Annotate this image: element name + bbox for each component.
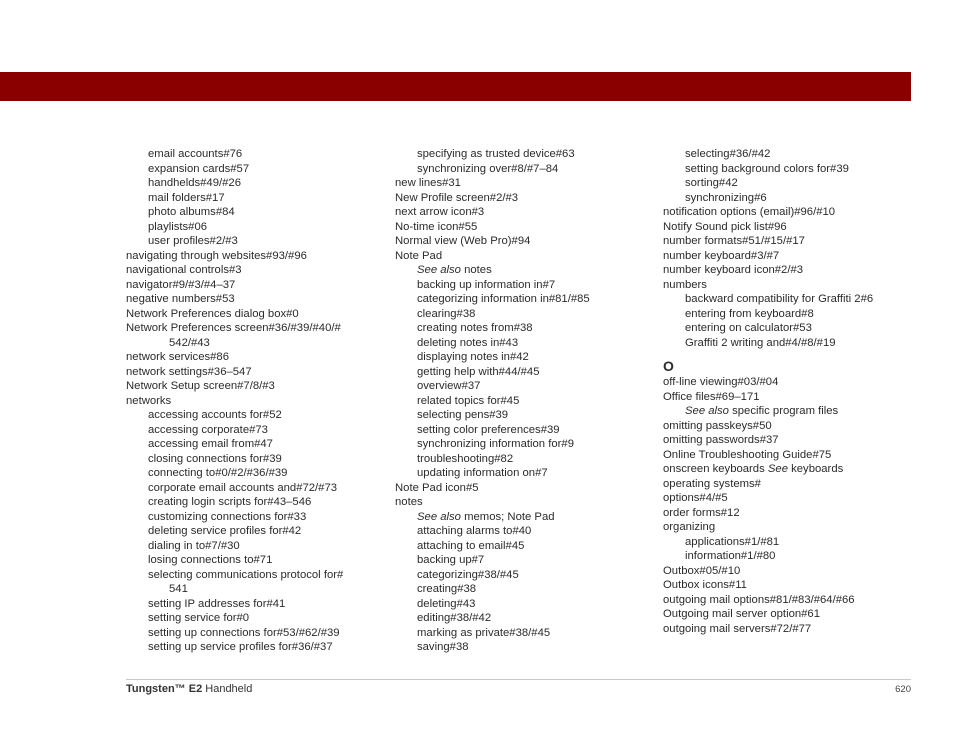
entry-text: setting IP addresses for#41 [148,597,286,610]
index-entry [663,462,923,477]
index-subentry [126,220,384,235]
index-subentry [126,162,384,177]
entry-text: selecting pens#39 [417,409,509,421]
entry-text: onscreen keyboards [663,463,768,475]
entry-text: off-line viewing#03/#04 [663,376,779,388]
entry-text: omitting passwords#37 [663,434,779,446]
see-label: See [767,463,788,475]
index-subentry [126,597,384,612]
index-entry [663,205,923,220]
entry-text: expansion cards#57 [148,162,250,175]
entry-text: organizing [663,521,716,533]
entry-text: New Profile screen#2/#3 [395,191,519,204]
entry-text: notification options (email)#96/#10 [663,206,836,218]
index-entry [663,491,923,506]
entry-text: selecting communications protocol for# [148,568,344,581]
entry-text: Network Setup screen#7/8/#3 [126,380,275,392]
entry-text: troubleshooting#82 [417,452,514,465]
index-subentry [395,582,653,597]
index-subentry [126,582,384,597]
index-entry [663,622,923,637]
index-subentry [126,626,384,641]
index-subentry [663,336,923,351]
index-subentry [663,191,923,206]
index-subentry [126,568,384,583]
index-subentry [126,234,384,249]
see-also-label: See also [417,510,461,523]
entry-text: setting color preferences#39 [417,423,560,436]
index-entry [126,365,384,380]
header-banner [0,72,911,101]
entry-text: numbers [663,278,707,291]
footer-product: Tungsten™ E2 [126,683,203,695]
index-subentry [126,524,384,539]
entry-text: Outgoing mail server option#61 [663,608,820,620]
entry-text: number keyboard icon#2/#3 [663,264,804,276]
entry-text: outgoing mail options#81/#83/#64/#66 [663,593,855,606]
index-subentry [395,640,653,655]
index-subentry [663,147,923,162]
entry-text: next arrow icon#3 [395,206,485,218]
entry-text: setting up connections for#53/#62/#39 [148,626,340,639]
entry-text: displaying notes in#42 [417,351,529,363]
entry-text: accessing corporate#73 [148,423,268,436]
entry-text: losing connections to#71 [148,554,273,566]
index-subentry [126,495,384,510]
entry-text: network services#86 [126,351,229,363]
see-also-label: See also [417,264,461,276]
index-subentry [395,626,653,641]
index-subentry [395,568,653,583]
index-subentry [395,510,653,525]
index-entry [126,263,384,278]
entry-text: new lines#31 [395,177,461,189]
index-subentry [395,321,653,336]
entry-text: Network Preferences dialog box#0 [126,307,299,320]
index-subentry [395,452,653,467]
index-subentry [395,423,653,438]
entry-text: deleting notes in#43 [417,336,519,349]
entry-text: Note Pad [395,249,443,262]
index-entry [126,278,384,293]
entry-text: setting service for#0 [148,612,250,624]
index-entry [126,379,384,394]
see-target-text: keyboards [787,463,844,475]
entry-text: Network Preferences screen#36/#39/#40/# [126,322,341,334]
index-entry [126,249,384,264]
index-subentry [126,466,384,481]
entry-text: overview#37 [417,380,481,392]
entry-text: photo albums#84 [148,206,235,218]
footer-divider [126,679,911,680]
index-subentry [126,437,384,452]
index-entry [395,495,653,510]
entry-text: order forms#12 [663,506,740,519]
entry-text: updating information on#7 [417,467,548,479]
entry-text: marking as private#38/#45 [417,626,551,639]
entry-text: accessing accounts for#52 [148,409,282,421]
entry-text: network settings#36–547 [126,365,252,378]
entry-text: synchronizing over#8/#7–84 [417,162,559,175]
entry-text: outgoing mail servers#72/#77 [663,622,812,635]
entry-text: 541 [169,583,188,595]
index-entry [395,191,653,206]
entry-text: accessing email from#47 [148,438,273,450]
index-entry [663,419,923,434]
index-subentry [126,408,384,423]
index-subentry [663,549,923,564]
index-entry [126,307,384,322]
entry-text: backing up#7 [417,554,485,566]
index-entry [663,578,923,593]
index-entry [663,448,923,463]
index-subentry [126,611,384,626]
index-subentry [395,336,653,351]
index-column-3 [663,147,923,636]
index-subentry [395,524,653,539]
index-subentry [663,176,923,191]
entry-text: email accounts#76 [148,148,243,160]
index-entry [395,176,653,191]
entry-text: attaching alarms to#40 [417,525,532,537]
index-entry [663,593,923,608]
index-subentry [395,466,653,481]
index-subentry [126,423,384,438]
entry-text: Note Pad icon#5 [395,481,479,494]
entry-text: attaching to email#45 [417,539,525,552]
index-subentry [126,481,384,496]
index-entry [663,564,923,579]
entry-text: specifying as trusted device#63 [417,148,575,160]
entry-text: operating systems# [663,477,761,490]
index-entry [663,375,923,390]
entry-text: deleting#43 [417,597,476,610]
footer-suffix: Handheld [202,683,253,695]
entry-text: negative numbers#53 [126,293,235,305]
entry-text: information#1/#80 [685,550,776,562]
index-entry [395,220,653,235]
entry-text: handhelds#49/#26 [148,177,241,189]
index-subentry [126,553,384,568]
entry-text: setting up service profiles for#36/#37 [148,641,333,653]
entry-text: closing connections for#39 [148,452,282,465]
footer-title [126,683,252,695]
index-subentry [663,404,923,419]
index-subentry [663,292,923,307]
entry-text: mail folders#17 [148,191,225,204]
index-entry [126,394,384,409]
index-entry [663,506,923,521]
entry-text: navigator#9/#3/#4–37 [126,278,236,291]
entry-text: editing#38/#42 [417,612,492,624]
entry-text: connecting to#0/#2/#36/#39 [148,467,288,479]
index-entry [663,390,923,405]
entry-text: clearing#38 [417,307,476,320]
entry-text: sorting#42 [685,177,738,189]
entry-text: user profiles#2/#3 [148,235,238,247]
index-subentry [126,191,384,206]
entry-text: entering from keyboard#8 [685,307,814,320]
index-subentry [395,365,653,380]
entry-text: backward compatibility for Graffiti 2#6 [685,293,874,305]
see-also-label: See also [685,405,729,417]
entry-text: specific program files [728,405,839,417]
entry-text: applications#1/#81 [685,535,780,548]
entry-text: setting background colors for#39 [685,162,849,175]
index-subentry [126,510,384,525]
index-subentry [126,147,384,162]
entry-text: No-time icon#55 [395,220,478,233]
index-subentry [395,350,653,365]
entry-text: corporate email accounts and#72/#73 [148,481,338,494]
index-entry [663,278,923,293]
index-subentry [663,307,923,322]
index-subentry [395,263,653,278]
entry-text: options#4/#5 [663,492,728,504]
entry-text: 542/#43 [169,336,210,349]
index-entry [126,292,384,307]
entry-text: Office files#69–171 [663,390,760,403]
entry-text: omitting passkeys#50 [663,419,772,432]
entry-text: memos; Note Pad [460,510,555,523]
index-entry [395,234,653,249]
index-subentry [126,539,384,554]
entry-text: Outbox icons#11 [663,579,747,591]
index-subentry [395,539,653,554]
index-entry [395,205,653,220]
index-entry [663,249,923,264]
index-subentry [126,452,384,467]
index-entry [663,607,923,622]
entry-text: networks [126,394,172,407]
entry-text: synchronizing information for#9 [417,438,574,450]
entry-text: categorizing information in#81/#85 [417,293,590,305]
index-subentry [663,535,923,550]
entry-text: number formats#51/#15/#17 [663,235,805,247]
index-subentry [395,379,653,394]
section-letter: O [663,358,674,374]
entry-text: Notify Sound pick list#96 [663,220,787,233]
entry-text: navigational controls#3 [126,264,242,276]
entry-text: notes [460,264,492,276]
entry-text: Graffiti 2 writing and#4/#8/#19 [685,336,836,349]
index-subentry [126,176,384,191]
index-subentry [395,147,653,162]
entry-text: saving#38 [417,641,469,653]
index-column-2 [395,147,653,655]
index-entry [663,433,923,448]
index-entry [126,350,384,365]
index-subentry [126,336,384,351]
entry-text: getting help with#44/#45 [417,365,540,378]
entry-text: selecting#36/#42 [685,148,771,160]
entry-text: number keyboard#3/#7 [663,249,780,262]
entry-text: deleting service profiles for#42 [148,525,302,537]
index-entry [663,477,923,492]
entry-text: customizing connections for#33 [148,510,307,523]
index-entry [663,220,923,235]
index-subentry [395,611,653,626]
entry-text: Outbox#05/#10 [663,564,741,577]
entry-text: Online Troubleshooting Guide#75 [663,448,832,461]
index-subentry [395,597,653,612]
entry-text: creating login scripts for#43–546 [148,496,312,508]
index-subentry [395,437,653,452]
index-subentry [395,162,653,177]
index-subentry [126,640,384,655]
entry-text: navigating through websites#93/#96 [126,249,307,262]
page-number: 620 [895,684,911,695]
entry-text: dialing in to#7/#30 [148,539,240,552]
index-subentry [395,408,653,423]
index-entry [395,249,653,264]
index-column-1 [126,147,384,655]
index-entry [126,321,384,336]
entry-text: entering on calculator#53 [685,322,812,334]
entry-text: playlists#06 [148,220,208,233]
index-subentry [126,205,384,220]
index-entry [395,481,653,496]
index-entry [663,234,923,249]
entry-text: notes [395,496,423,508]
index-subentry [663,321,923,336]
entry-text: related topics for#45 [417,394,520,407]
entry-text: Normal view (Web Pro)#94 [395,235,531,247]
index-subentry [395,307,653,322]
index-subentry [395,394,653,409]
index-subentry [395,278,653,293]
entry-text: creating notes from#38 [417,322,533,334]
index-entry [663,520,923,535]
index-subentry [395,292,653,307]
entry-text: synchronizing#6 [685,191,767,204]
index-entry [663,263,923,278]
entry-text: categorizing#38/#45 [417,568,519,581]
index-subentry [663,162,923,177]
entry-text: backing up information in#7 [417,278,556,291]
entry-text: creating#38 [417,583,477,595]
index-subentry [395,553,653,568]
